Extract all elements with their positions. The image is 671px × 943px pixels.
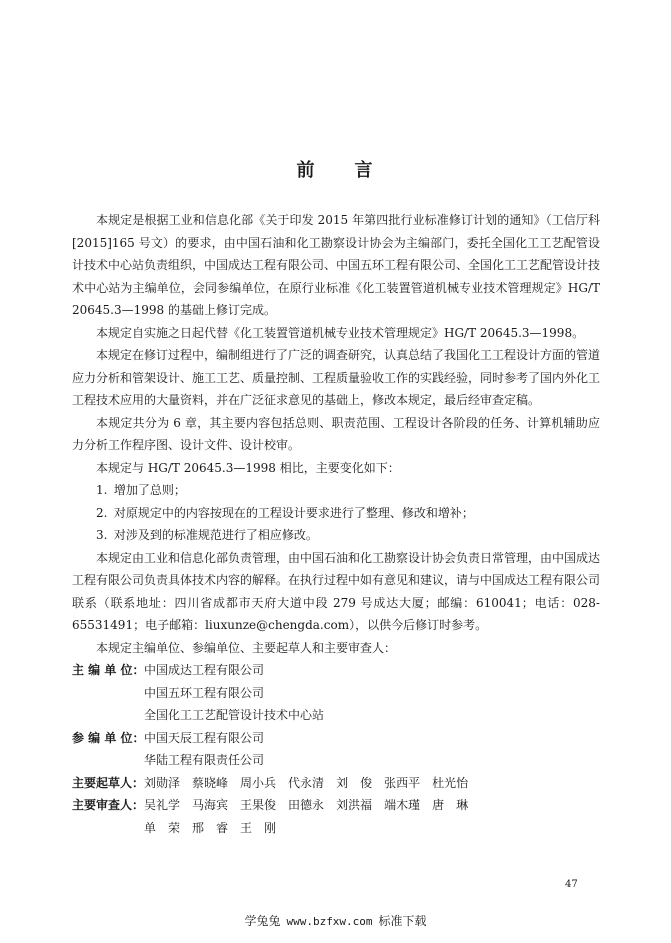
- paragraph-changes-intro: 本规定与 HG/T 20645.3—1998 相比，主要变化如下：: [96, 460, 400, 475]
- chief-unit: 中国成达工程有限公司: [144, 663, 265, 677]
- reviewers-label: 主要审查人：: [72, 798, 145, 812]
- title-char-2: 言: [354, 160, 375, 181]
- paragraph-background: 本规定是根据工业和信息化部《关于印发 2015 年第四批行业标准修订计划的通知》（工信厅科[2015]165 号文）的要求，由中国石油和化工勘察设计协会为主编部门，委托全国化工工艺配管设计技术中心站负责组织，中国成达工程有限公司、中国五环工程有限公司、全国化工工艺配管设计技术中心站为主编单位，会同参编单位，在原行业标准《化工装置管道机械专业技术管理规定》HG/T 20645.3—1998 的基础上修订完成。: [72, 213, 601, 317]
- drafter-name: 杜光怡: [432, 775, 469, 790]
- paragraph-chapters: 本规定共分为 6 章，其主要内容包括总则、职责范围、工程设计各阶段的任务、计算机辅助应力分析工作程序图、设计文件、设计校审。: [72, 415, 600, 452]
- paragraph-replacement: 本规定自实施之日起代替《化工装置管道机械专业技术管理规定》HG/T 20645.3—1998。: [96, 325, 585, 340]
- reviewer-name: 邢 睿: [192, 820, 229, 835]
- footer-watermark: [0, 912, 671, 929]
- reviewer-name: 唐 琳: [432, 798, 469, 812]
- reviewer-name: 王 刚: [240, 820, 277, 835]
- reviewer-name: 田德永: [288, 798, 325, 812]
- page-number: 47: [565, 879, 578, 890]
- reviewer-name: 单 荣: [144, 820, 181, 835]
- list-item: 2. 对原规定中的内容按现在的工程设计要求进行了整理、修改和增补；: [96, 505, 474, 520]
- title-char-1: 前: [296, 160, 317, 181]
- list-item: 1. 增加了总则；: [96, 483, 186, 497]
- participating-unit: 华陆工程有限责任公司: [144, 753, 265, 767]
- drafter-name: 周小兵: [240, 775, 277, 790]
- paragraph-units-intro: 本规定主编单位、参编单位、主要起草人和主要审查人：: [96, 640, 397, 655]
- drafter-name: 刘 俊: [336, 775, 373, 790]
- drafters-row: [72, 772, 600, 795]
- drafter-name: 刘勋泽: [144, 775, 181, 790]
- footer-tagline: 标准下载: [378, 914, 427, 928]
- drafters-label: 主要起草人：: [72, 775, 145, 790]
- staff-list: [72, 659, 600, 839]
- footer-brand: 学兔兔: [244, 914, 281, 928]
- drafter-name: 张西平: [384, 775, 421, 790]
- list-item: 3. 对涉及到的标准规范进行了相应修改。: [96, 528, 318, 542]
- footer-site: www.bzfxw.com: [286, 915, 373, 928]
- participating-units-label: 参 编 单 位：: [72, 730, 145, 745]
- reviewer-name: 端木瑾: [384, 798, 421, 812]
- chief-unit: 全国化工工艺配管设计技术中心站: [144, 708, 325, 722]
- participating-unit: 中国天辰工程有限公司: [144, 730, 265, 745]
- reviewers-row: [72, 794, 600, 839]
- reviewer-name: 刘洪福: [336, 798, 373, 812]
- participating-units-row: [72, 727, 600, 772]
- drafter-name: 代永清: [288, 775, 325, 790]
- preface-body: [72, 209, 600, 839]
- paragraph-process: 本规定在修订过程中，编制组进行了广泛的调查研究，认真总结了我国化工工程设计方面的管道应力分析和管架设计、施工工艺、质量控制、工程质量验收工作的实践经验，同时参考了国内外化工工程技术应用的大量资料，并在广泛征求意见的基础上，修改本规定，最后经审查定稿。: [72, 348, 601, 407]
- drafter-name: 蔡晓峰: [192, 775, 229, 790]
- reviewer-name: 吴礼学: [144, 798, 181, 812]
- reviewer-name: 王果俊: [240, 798, 277, 812]
- page-title: [0, 156, 671, 182]
- paragraph-management: 本规定由工业和信息化部负责管理，由中国石油和化工勘察设计协会负责日常管理，由中国成达工程有限公司负责具体技术内容的解释。在执行过程中如有意见和建议，请与中国成达工程有限公司联系（联系地址：四川省成都市天府大道中段 279 号成达大厦；邮编：610041；电话：028-65531491；电子邮箱：liuxunze@chengda.com），以供今后修订时参考。: [72, 550, 601, 632]
- chief-units-row: [72, 659, 600, 727]
- reviewer-name: 马海宾: [192, 798, 229, 812]
- chief-unit: 中国五环工程有限公司: [144, 685, 265, 700]
- chief-units-label: 主 编 单 位：: [72, 663, 145, 677]
